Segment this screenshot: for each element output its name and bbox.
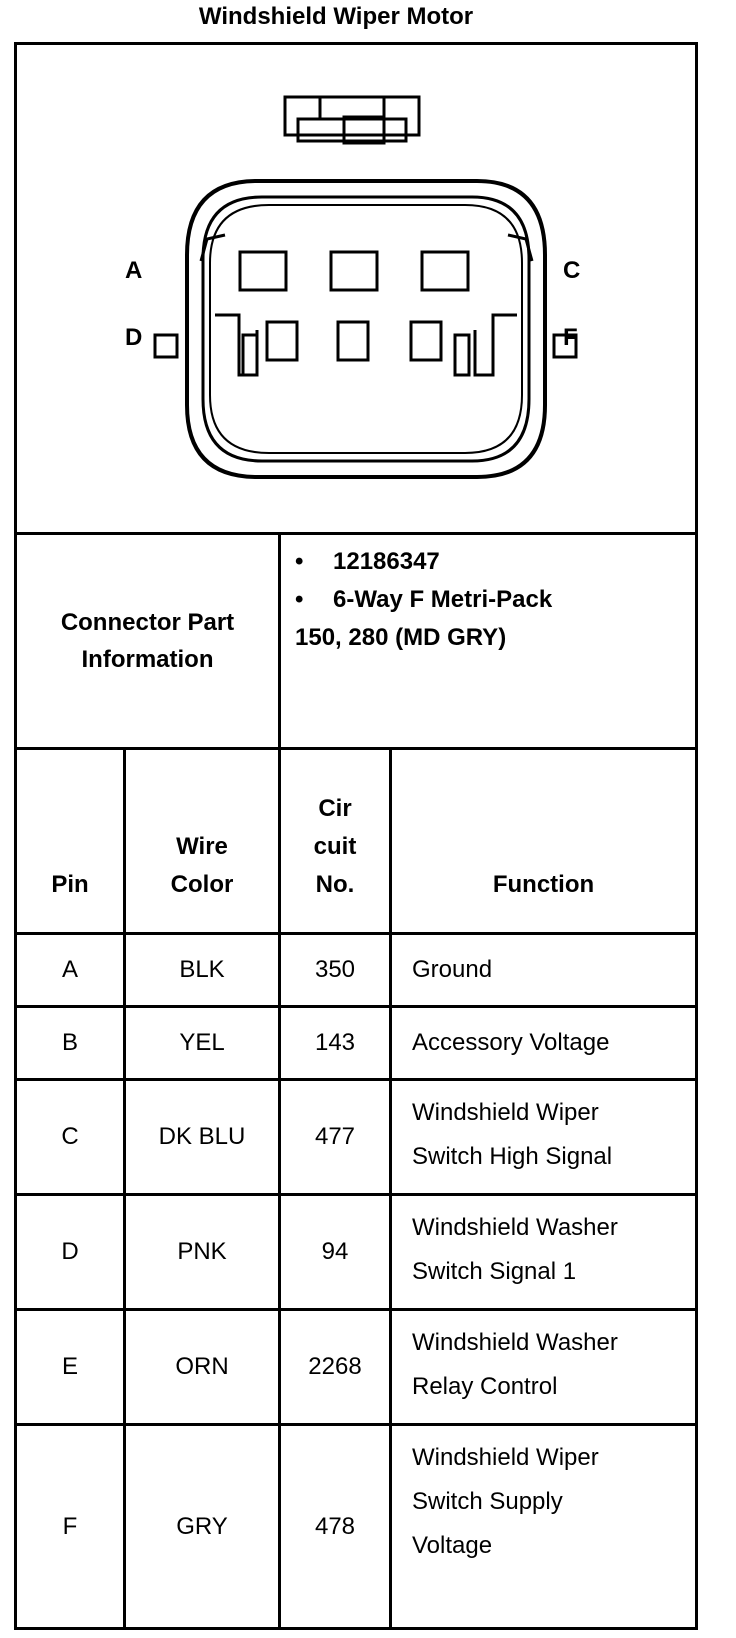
row-b-function: Accessory Voltage — [412, 1029, 610, 1056]
row-a-color: BLK — [179, 956, 225, 983]
left-key — [215, 315, 257, 375]
divider — [14, 747, 698, 750]
row-e-pin: E — [61, 1353, 78, 1380]
cavity-f — [411, 322, 441, 360]
row-f-color: GRY — [176, 1512, 228, 1540]
row-a-pin: A — [61, 956, 78, 983]
row-b-color: YEL — [179, 1029, 225, 1056]
row-c-function-line2: Switch High Signal — [412, 1143, 613, 1170]
row-c-color: DK BLU — [158, 1123, 246, 1150]
header-circuit-line1: Cir — [318, 795, 352, 822]
pin-label-f: F — [563, 324, 578, 351]
right-key — [475, 315, 517, 375]
header-circuit-line2: cuit — [313, 833, 357, 860]
part-info-values — [281, 535, 695, 747]
row-d-function-line1: Windshield Washer — [412, 1214, 618, 1241]
pin-label-d: D — [125, 324, 143, 351]
right-key-block — [455, 335, 469, 375]
connector-outer-shell — [187, 181, 545, 477]
cavity-a — [240, 252, 286, 290]
row-c-function-line1: Windshield Wiper — [412, 1099, 599, 1126]
row-f-function-line2: Switch Supply — [412, 1488, 563, 1515]
left-key-block — [243, 335, 257, 375]
connector-cavity-wall — [210, 205, 522, 453]
cavity-d — [267, 322, 297, 360]
row-d-pin: D — [61, 1238, 79, 1265]
row-e-color: ORN — [175, 1353, 229, 1380]
part-info-label — [17, 535, 278, 747]
row-e-function-line2: Relay Control — [412, 1373, 558, 1400]
row-c-circuit: 477 — [314, 1123, 356, 1150]
part-info-label-line2: Information — [81, 646, 214, 673]
row-d-function-line2: Switch Signal 1 — [412, 1258, 577, 1285]
row-b-circuit: 143 — [314, 1029, 356, 1056]
row-f-function-line3: Voltage — [412, 1532, 493, 1559]
header-wire-color-line2: Color — [170, 871, 234, 898]
connector-type: 6-Way F Metri-Pack — [333, 586, 553, 613]
row-c-pin: C — [61, 1123, 79, 1150]
connector-diagram — [17, 45, 695, 535]
part-bullet-2 — [295, 581, 553, 619]
pin-label-c: C — [563, 257, 581, 284]
bullet-icon: • — [295, 586, 304, 613]
row-f-circuit: 478 — [314, 1512, 356, 1540]
part-bullet-1 — [295, 543, 440, 581]
pin-label-a: A — [125, 257, 143, 284]
header-circuit-line3: No. — [315, 871, 355, 898]
row-a-circuit: 350 — [314, 956, 356, 983]
left-nub — [155, 335, 177, 357]
row-a-function: Ground — [412, 956, 493, 983]
row-d-color: PNK — [177, 1238, 227, 1265]
connector-type-continued: 150, 280 (MD GRY) — [295, 624, 507, 651]
row-b-pin: B — [61, 1029, 78, 1056]
header-wire-color-line1: Wire — [176, 833, 228, 860]
part-number: 12186347 — [333, 548, 440, 575]
cavity-e — [338, 322, 368, 360]
connector-inner-shell — [203, 197, 529, 461]
row-e-circuit: 2268 — [308, 1353, 362, 1380]
header-pin: Pin — [51, 871, 89, 898]
header-function: Function — [492, 871, 595, 898]
cavity-b — [331, 252, 377, 290]
row-e-function-line1: Windshield Washer — [412, 1329, 618, 1356]
page-title: Windshield Wiper Motor — [198, 3, 474, 30]
row-d-circuit: 94 — [321, 1238, 349, 1265]
latch-inner — [298, 119, 406, 141]
cavity-c — [422, 252, 468, 290]
latch-key — [344, 117, 384, 143]
row-f-function-line1: Windshield Wiper — [412, 1444, 599, 1471]
connector-face-drawing — [17, 45, 695, 535]
part-info-label-line1: Connector Part — [60, 609, 235, 636]
bullet-icon: • — [295, 548, 304, 575]
row-f-pin: F — [62, 1512, 78, 1540]
